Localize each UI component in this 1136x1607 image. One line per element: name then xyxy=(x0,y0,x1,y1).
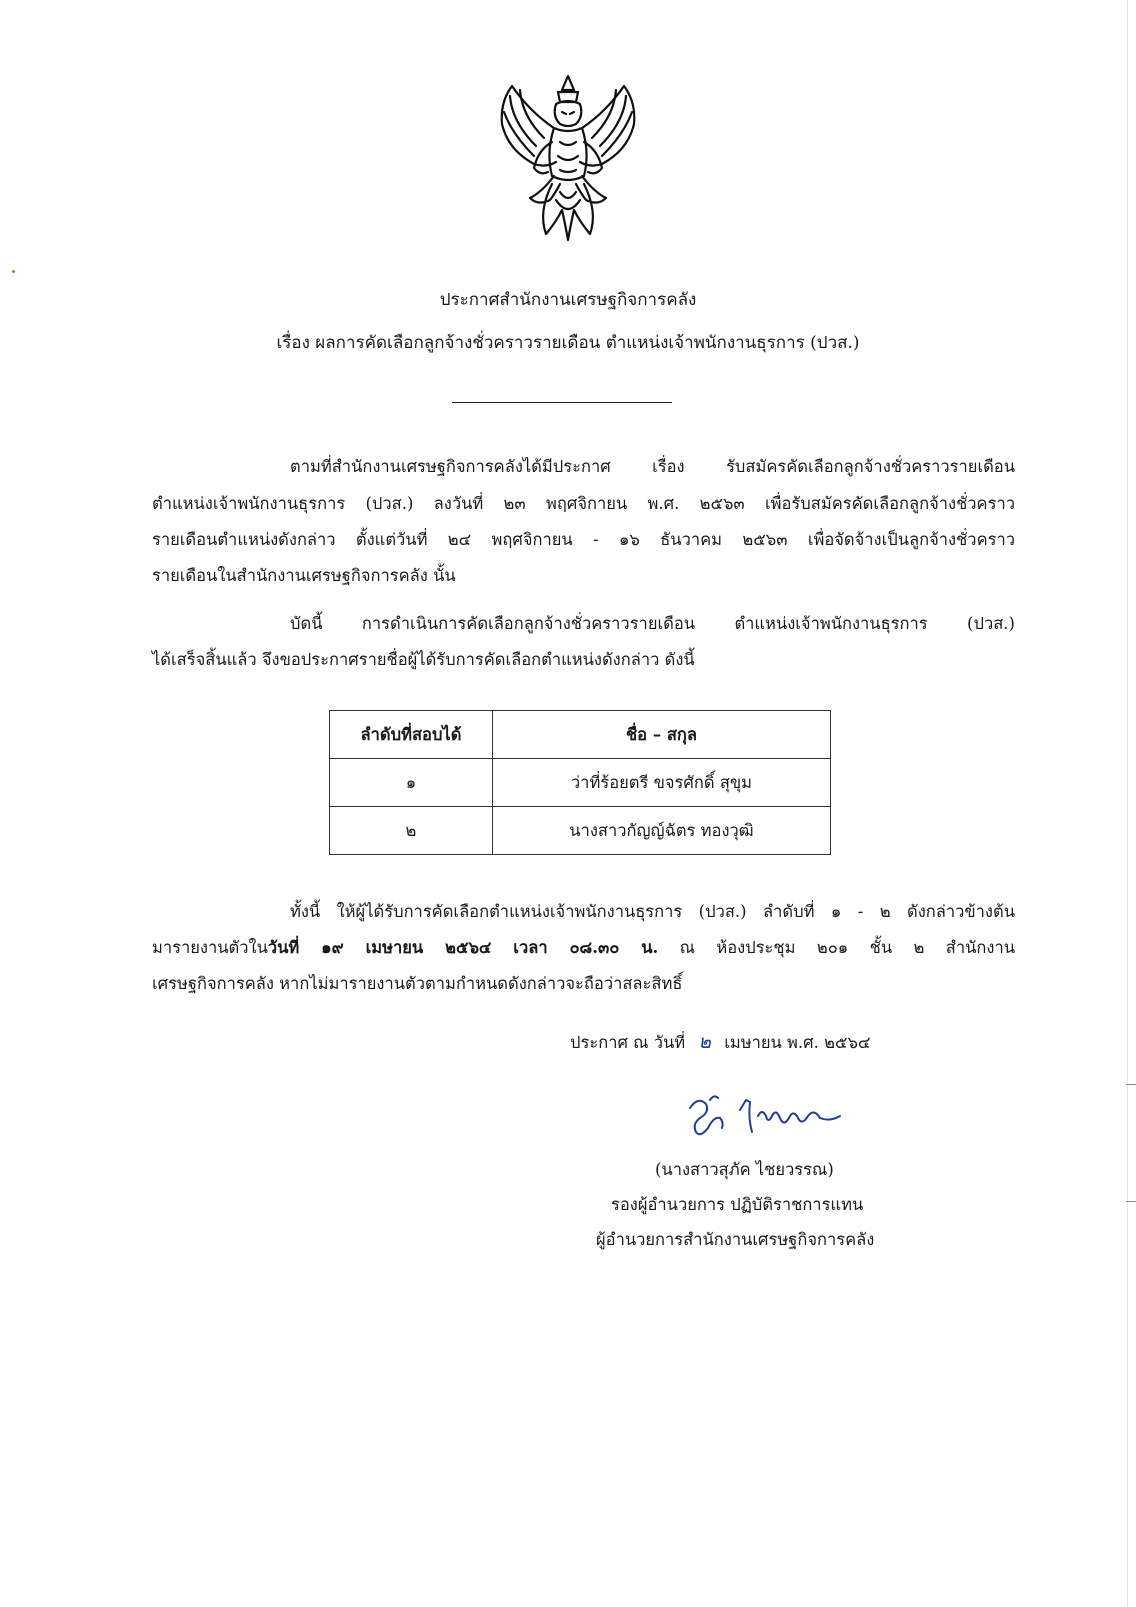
name-cell: ว่าที่ร้อยตรี ขจรศักดิ์ สุขุม xyxy=(493,759,831,807)
name-column-header: ชื่อ – สกุล xyxy=(493,711,831,759)
report-intro-text: มารายงานตัวใน xyxy=(152,938,268,957)
paragraph-1-line: รายเดือนในสำนักงานเศรษฐกิจการคลัง นั้น xyxy=(152,566,456,585)
announce-date-day: ๒ xyxy=(698,1031,711,1053)
results-table xyxy=(329,710,831,855)
report-location-text: ณ ห้องประชุม ๒๐๑ ชั้น ๒ สำนักงาน xyxy=(658,938,1015,957)
rank-cell: ๑ xyxy=(330,759,493,807)
scan-border xyxy=(1127,0,1128,1607)
signatory-position: รองผู้อำนวยการ ปฏิบัติราชการแทน xyxy=(611,1195,864,1214)
signatory-name: (นางสาวสุภัค ไชยวรรณ) xyxy=(655,1160,834,1179)
announcement-subject: เรื่อง ผลการคัดเลือกลูกจ้างชั่วคราวรายเดือน ตำแหน่งเจ้าพนักงานธุรการ (ปวส.) xyxy=(276,333,860,353)
paragraph-2-line: ได้เสร็จสิ้นแล้ว จึงขอประกาศรายชื่อผู้ได้รับการคัดเลือกตำแหน่งดังกล่าว ดังนี้ xyxy=(152,650,695,669)
table-row xyxy=(330,807,831,855)
announce-date xyxy=(570,1030,870,1055)
paragraph-1-line: รายเดือนตำแหน่งดังกล่าว ตั้งแต่วันที่ ๒๔ พฤศจิกายน - ๑๖ ธันวาคม ๒๕๖๓ เพื่อจัดจ้างเป็นลูกจ้างชั่วคราว xyxy=(152,530,1015,549)
rank-column-header: ลำดับที่สอบได้ xyxy=(330,711,493,759)
paragraph-1-line: ตำแหน่งเจ้าพนักงานธุรการ (ปวส.) ลงวันที่ ๒๓ พฤศจิกายน พ.ศ. ๒๕๖๓ เพื่อรับสมัครคัดเลือกลูกจ้างชั่วคราว xyxy=(152,494,1015,513)
paragraph-2-line: บัดนี้ การดำเนินการคัดเลือกลูกจ้างชั่วคราวรายเดือน ตำแหน่งเจ้าพนักงานธุรการ (ปวส.) xyxy=(290,614,1015,633)
handwritten-signature xyxy=(680,1088,850,1140)
rank-cell: ๒ xyxy=(330,807,493,855)
scan-speck xyxy=(12,270,15,273)
table-row xyxy=(330,759,831,807)
announcement-title: ประกาศสำนักงานเศรษฐกิจการคลัง xyxy=(439,290,697,310)
signatory-organization: ผู้อำนวยการสำนักงานเศรษฐกิจการคลัง xyxy=(596,1230,875,1249)
report-datetime: วันที่ ๑๙ เมษายน ๒๕๖๔ เวลา ๐๘.๓๐ น. xyxy=(267,938,659,957)
announce-date-suffix: เมษายน พ.ศ. ๒๕๖๔ xyxy=(724,1033,871,1052)
announce-date-prefix: ประกาศ ณ วันที่ xyxy=(570,1033,686,1052)
name-cell: นางสาวกัญญ์ฉัตร ทองวุฒิ xyxy=(493,807,831,855)
paragraph-1-line: ตามที่สำนักงานเศรษฐกิจการคลังได้มีประกาศ เรื่อง รับสมัครคัดเลือกลูกจ้างชั่วคราวรายเดือน xyxy=(290,457,1015,476)
paragraph-3-line: ทั้งนี้ ให้ผู้ได้รับการคัดเลือกตำแหน่งเจ้าพนักงานธุรการ (ปวส.) ลำดับที่ ๑ - ๒ ดังกล่าวข้างต้น xyxy=(290,902,1015,921)
garuda-emblem-icon xyxy=(490,72,646,244)
heading-divider xyxy=(452,402,672,403)
paragraph-3-line: เศรษฐกิจการคลัง หากไม่มารายงานตัวตามกำหนดดังกล่าวจะถือว่าสละสิทธิ์ xyxy=(152,974,683,993)
paragraph-3-line xyxy=(152,936,1015,960)
table-header-row xyxy=(330,711,831,759)
scan-mark xyxy=(1126,1084,1136,1085)
scan-mark xyxy=(1126,1201,1136,1202)
